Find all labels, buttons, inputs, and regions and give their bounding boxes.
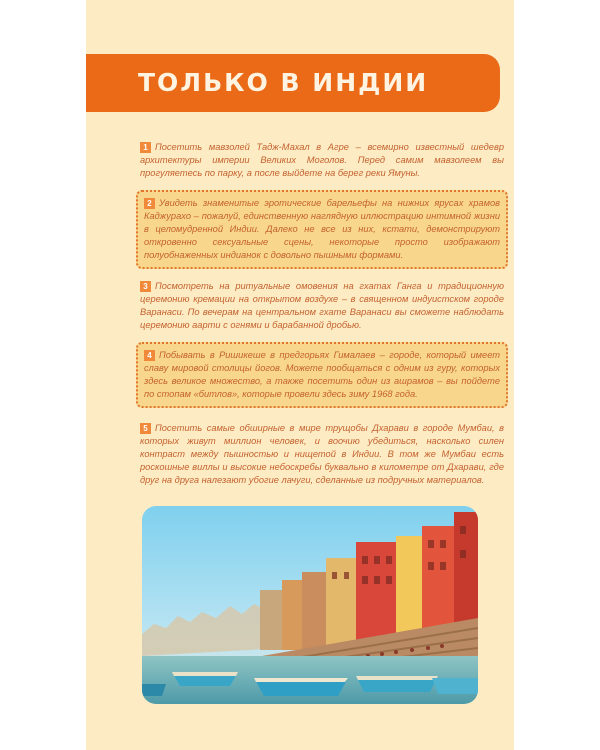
item-text: Побывать в Ришикеше в предгорьях Гималаев – городе, который имеет славу мировой столицы йогов. Можете пообщаться с одним из гуру, которых здесь великое множество, а также посетить один из ашрамов – вы пойдете по стопам «битлов», которые провели здесь зиму 1968 года. [144, 350, 500, 399]
page-title: ТОЛЬКО В ИНДИИ [138, 68, 429, 97]
item-text: Посетить мавзолей Тадж-Махал в Агре – всемирно известный шедевр архитектуры империи Великих Моголов. Перед самим мавзолеем вы прогуляетесь по парку, а после выйдете на берег реки Ямуны. [140, 142, 504, 178]
photo-illustration [142, 506, 478, 704]
item-number: 1 [140, 142, 151, 153]
list-item-2 [136, 190, 508, 269]
item-text: Посетить самые обширные в мире трущобы Дхарави в городе Мумбаи, в которых живут миллион человек, и воочию убедиться, насколько силен контраст между пышностью и нищетой в Индии. В том же Мумбаи есть роскошные виллы и высокие небоскребы буквально в километре от Дхарави, где друг на друга налезают убогие лачуги, сделанные из подручных материалов. [140, 423, 504, 485]
list-item-5 [140, 422, 504, 487]
item-number: 5 [140, 423, 151, 434]
book-page [86, 0, 514, 750]
list-item-3 [140, 280, 504, 332]
varanasi-ghats-photo [142, 506, 478, 704]
item-number: 3 [140, 281, 151, 292]
item-text: Посмотреть на ритуальные омовения на гхатах Ганга и традиционную церемонию кремации на открытом воздухе – в священном индуистском городе Варанаси. По вечерам на центральном гхате Варанаси вы сможете наблюдать церемонию аарти с огнями и барабанной дробью. [140, 281, 504, 330]
section-banner [86, 54, 500, 112]
item-number: 4 [144, 350, 155, 361]
list-item-1 [140, 141, 504, 180]
item-text: Увидеть знаменитые эротические барельефы на нижних ярусах храмов Каджурахо – пожалуй, единственную наглядную иллюстрацию интимной жизни в целомудренной Индии. Далеко не все из них, кстати, демонстрируют откровенно сексуальные сцены, некоторые просто изображают полуобнаженных индианок с довольно пышными формами. [144, 198, 500, 260]
item-number: 2 [144, 198, 155, 209]
list-item-4 [136, 342, 508, 408]
